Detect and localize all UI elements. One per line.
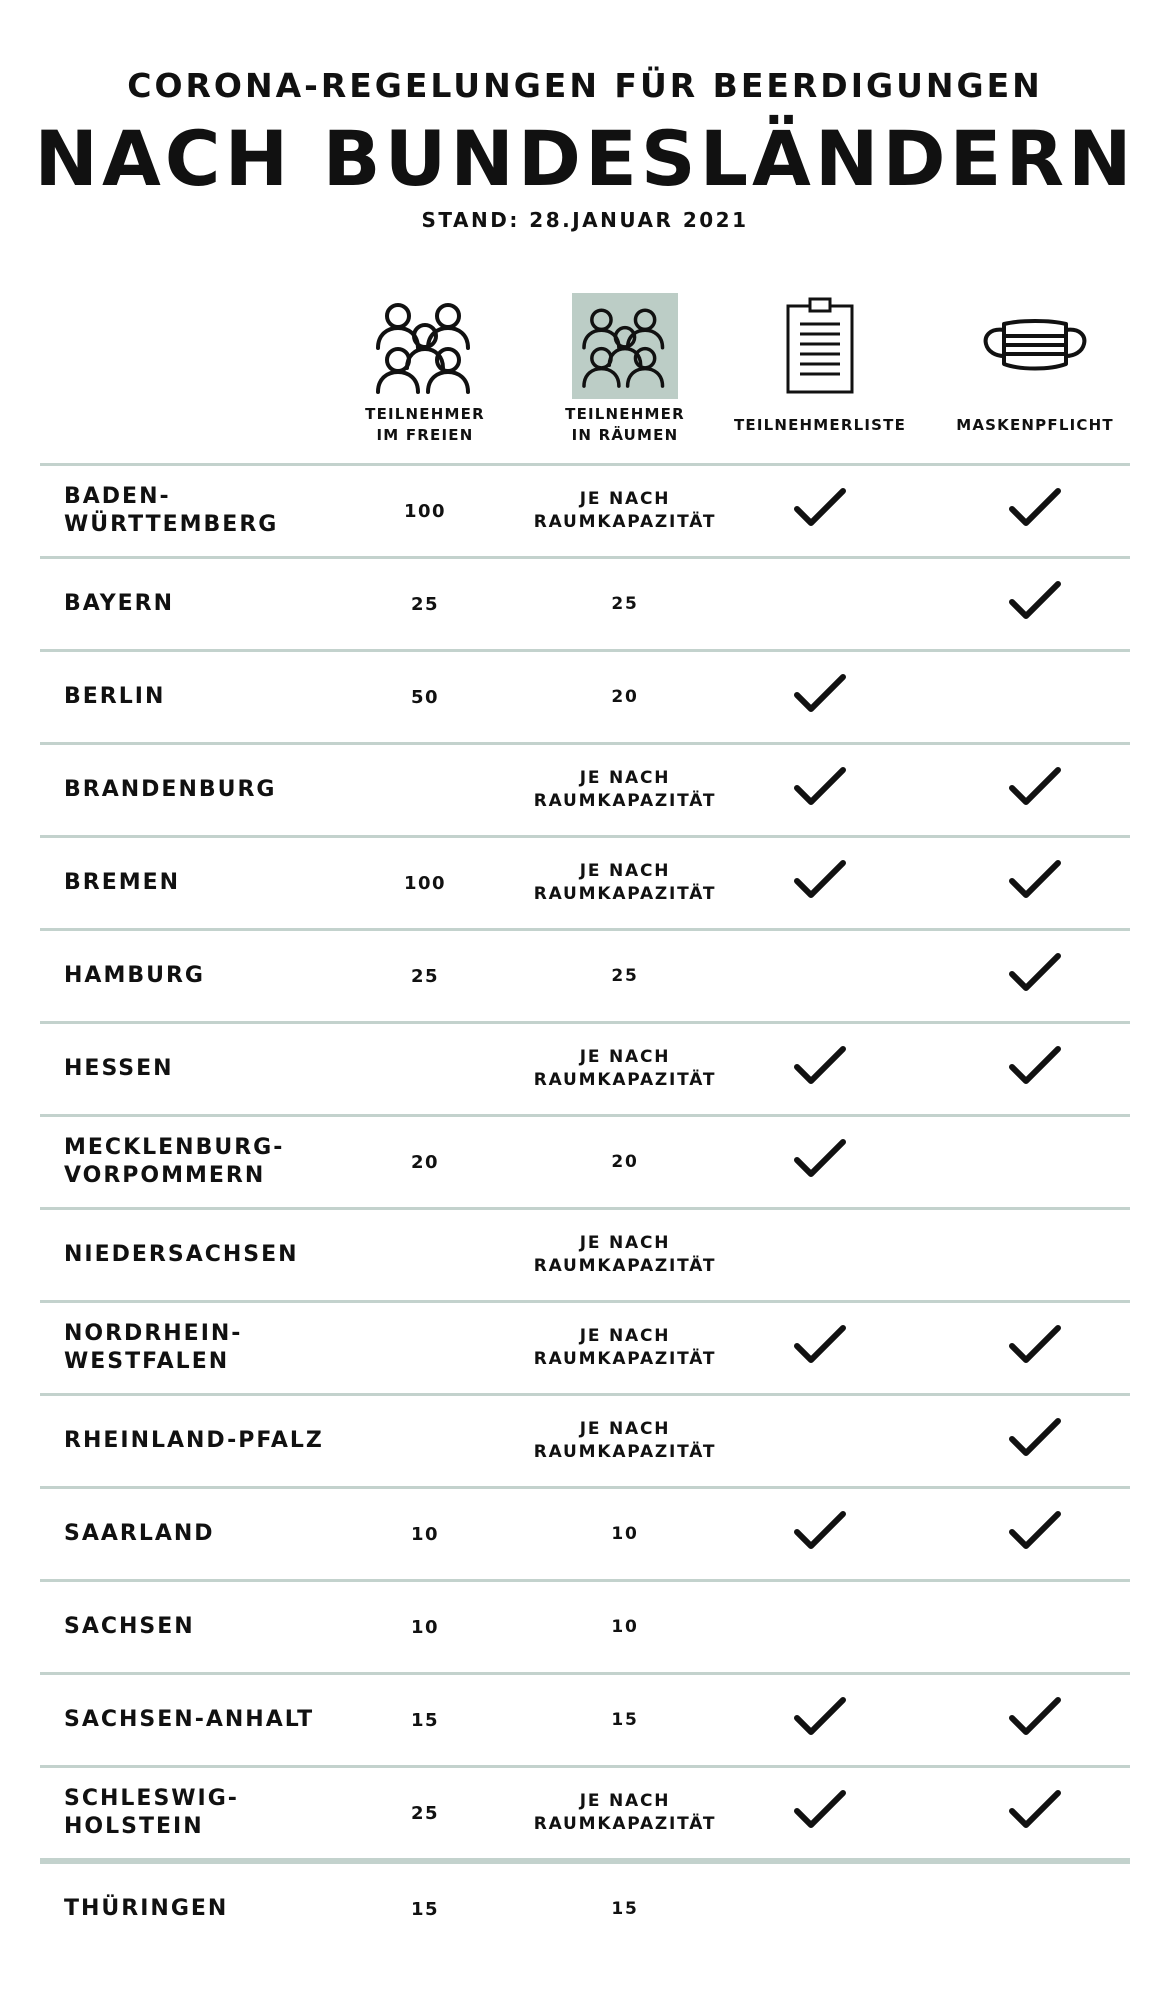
- mask-requirement-cell: [930, 745, 1140, 835]
- outdoor-participants: 15: [410, 1709, 440, 1731]
- state-name: HESSEN: [64, 1056, 174, 1081]
- state-name: NORDRHEIN- WESTFALEN: [64, 1321, 243, 1374]
- participant-list-cell: [715, 1303, 925, 1393]
- outdoor-participants: [320, 1210, 530, 1300]
- state-name: HAMBURG: [64, 963, 205, 988]
- checkmark-icon: [1008, 487, 1062, 535]
- checkmark-icon: [793, 1138, 847, 1186]
- indoor-participants: 15: [611, 1898, 639, 1919]
- mask-requirement-cell: [930, 466, 1140, 556]
- column-label-outdoor: TEILNEHMER IM FREIEN: [365, 405, 485, 444]
- outdoor-participants: 100: [403, 500, 447, 522]
- mask-requirement-cell: [930, 1582, 1140, 1672]
- outdoor-participants: 25: [410, 1802, 440, 1824]
- participant-list-cell: [715, 1582, 925, 1672]
- table-row: [40, 835, 1130, 928]
- checkmark-icon: [1008, 859, 1062, 907]
- date-stamp: STAND: 28.JANUAR 2021: [421, 208, 749, 232]
- participant-list-cell: [715, 838, 925, 928]
- state-name: BAYERN: [64, 591, 175, 616]
- indoor-participants: JE NACH RAUMKAPAZITÄT: [533, 1326, 717, 1369]
- mask-requirement-cell: [930, 1396, 1140, 1486]
- participant-list-cell: [715, 745, 925, 835]
- state-name: SCHLESWIG- HOLSTEIN: [64, 1786, 239, 1839]
- mask-requirement-cell: [930, 1303, 1140, 1393]
- table-row: [40, 1861, 1130, 1954]
- checkmark-icon: [793, 1510, 847, 1558]
- participant-list-cell: [715, 1210, 925, 1300]
- state-name: RHEINLAND-PFALZ: [64, 1428, 324, 1453]
- checkmark-icon: [793, 673, 847, 721]
- table-row: [40, 463, 1130, 556]
- column-label-indoor: TEILNEHMER IN RÄUMEN: [565, 405, 685, 444]
- face-mask-icon: [930, 290, 1140, 402]
- icon-shade-background: [572, 293, 678, 399]
- checkmark-icon: [793, 766, 847, 814]
- participant-list-cell: [715, 466, 925, 556]
- checkmark-icon: [1008, 1510, 1062, 1558]
- clipboard-list-icon: [715, 290, 925, 402]
- table-row: [40, 556, 1130, 649]
- checkmark-icon: [793, 1789, 847, 1837]
- indoor-participants: JE NACH RAUMKAPAZITÄT: [533, 861, 717, 904]
- table-row: [40, 1486, 1130, 1579]
- state-name: SACHSEN: [64, 1614, 195, 1639]
- table-row: [40, 928, 1130, 1021]
- state-name: SACHSEN-ANHALT: [64, 1707, 315, 1732]
- participant-list-cell: [715, 1675, 925, 1765]
- state-name: SAARLAND: [64, 1521, 215, 1546]
- checkmark-icon: [1008, 1417, 1062, 1465]
- table-row: [40, 1579, 1130, 1672]
- mask-requirement-cell: [930, 1675, 1140, 1765]
- mask-requirement-cell: [930, 1489, 1140, 1579]
- state-name: BRANDENBURG: [64, 777, 277, 802]
- outdoor-participants: [320, 1396, 530, 1486]
- state-name: BADEN- WÜRTTEMBERG: [64, 484, 279, 537]
- checkmark-icon: [1008, 1789, 1062, 1837]
- people-group-shaded-icon: [520, 290, 730, 402]
- table-row: [40, 1393, 1130, 1486]
- participant-list-cell: [715, 1768, 925, 1858]
- table-row: [40, 1672, 1130, 1765]
- table-row: [40, 1021, 1130, 1114]
- indoor-participants: 25: [611, 593, 639, 614]
- participant-list-cell: [715, 1396, 925, 1486]
- checkmark-icon: [1008, 1696, 1062, 1744]
- table-row: [40, 1300, 1130, 1393]
- mask-requirement-cell: [930, 1210, 1140, 1300]
- participant-list-cell: [715, 559, 925, 649]
- outdoor-participants: 15: [410, 1898, 440, 1920]
- table-row: [40, 1114, 1130, 1207]
- outdoor-participants: [320, 1024, 530, 1114]
- indoor-participants: 10: [611, 1616, 639, 1637]
- infographic-subtitle: CORONA-REGELUNGEN FÜR BEERDIGUNGEN: [127, 66, 1043, 105]
- outdoor-participants: 10: [410, 1523, 440, 1545]
- column-header-mask: [930, 290, 1140, 448]
- outdoor-participants: 20: [410, 1151, 440, 1173]
- indoor-participants: 20: [611, 686, 639, 707]
- state-name: NIEDERSACHSEN: [64, 1242, 299, 1267]
- state-name: THÜRINGEN: [64, 1896, 229, 1921]
- indoor-participants: JE NACH RAUMKAPAZITÄT: [533, 1419, 717, 1462]
- mask-requirement-cell: [930, 1864, 1140, 1954]
- mask-requirement-cell: [930, 559, 1140, 649]
- table-row: [40, 1765, 1130, 1858]
- people-group-icon: [320, 290, 530, 402]
- participant-list-cell: [715, 1489, 925, 1579]
- mask-requirement-cell: [930, 838, 1140, 928]
- outdoor-participants: [320, 1303, 530, 1393]
- indoor-participants: 25: [611, 965, 639, 986]
- column-header-outdoor: [320, 290, 530, 448]
- outdoor-participants: 25: [410, 965, 440, 987]
- outdoor-participants: [320, 745, 530, 835]
- mask-requirement-cell: [930, 931, 1140, 1021]
- indoor-participants: JE NACH RAUMKAPAZITÄT: [533, 768, 717, 811]
- outdoor-participants: 50: [410, 686, 440, 708]
- mask-requirement-cell: [930, 1768, 1140, 1858]
- participant-list-cell: [715, 1117, 925, 1207]
- table-row: [40, 1207, 1130, 1300]
- column-label-mask: MASKENPFLICHT: [956, 415, 1114, 434]
- state-name: BERLIN: [64, 684, 166, 709]
- state-name: MECKLENBURG- VORPOMMERN: [64, 1135, 285, 1188]
- outdoor-participants: 100: [403, 872, 447, 894]
- checkmark-icon: [793, 487, 847, 535]
- checkmark-icon: [1008, 1324, 1062, 1372]
- checkmark-icon: [793, 1696, 847, 1744]
- participant-list-cell: [715, 931, 925, 1021]
- state-name: BREMEN: [64, 870, 181, 895]
- column-header-list: [715, 290, 925, 448]
- infographic-title: NACH BUNDESLÄNDERN: [34, 114, 1136, 203]
- table-row: [40, 742, 1130, 835]
- mask-requirement-cell: [930, 652, 1140, 742]
- regulations-table: [40, 463, 1130, 1954]
- indoor-participants: JE NACH RAUMKAPAZITÄT: [533, 1233, 717, 1276]
- checkmark-icon: [1008, 766, 1062, 814]
- participant-list-cell: [715, 652, 925, 742]
- table-row: [40, 649, 1130, 742]
- checkmark-icon: [793, 1045, 847, 1093]
- indoor-participants: JE NACH RAUMKAPAZITÄT: [533, 489, 717, 532]
- checkmark-icon: [793, 1324, 847, 1372]
- indoor-participants: 20: [611, 1151, 639, 1172]
- participant-list-cell: [715, 1864, 925, 1954]
- column-label-list: TEILNEHMERLISTE: [733, 415, 907, 434]
- checkmark-icon: [1008, 1045, 1062, 1093]
- participant-list-cell: [715, 1024, 925, 1114]
- indoor-participants: JE NACH RAUMKAPAZITÄT: [533, 1047, 717, 1090]
- outdoor-participants: 25: [410, 593, 440, 615]
- mask-requirement-cell: [930, 1024, 1140, 1114]
- indoor-participants: 15: [611, 1709, 639, 1730]
- indoor-participants: 10: [611, 1523, 639, 1544]
- checkmark-icon: [793, 859, 847, 907]
- checkmark-icon: [1008, 580, 1062, 628]
- outdoor-participants: 10: [410, 1616, 440, 1638]
- checkmark-icon: [1008, 952, 1062, 1000]
- mask-requirement-cell: [930, 1117, 1140, 1207]
- column-header-indoor: [520, 290, 730, 448]
- indoor-participants: JE NACH RAUMKAPAZITÄT: [533, 1791, 717, 1834]
